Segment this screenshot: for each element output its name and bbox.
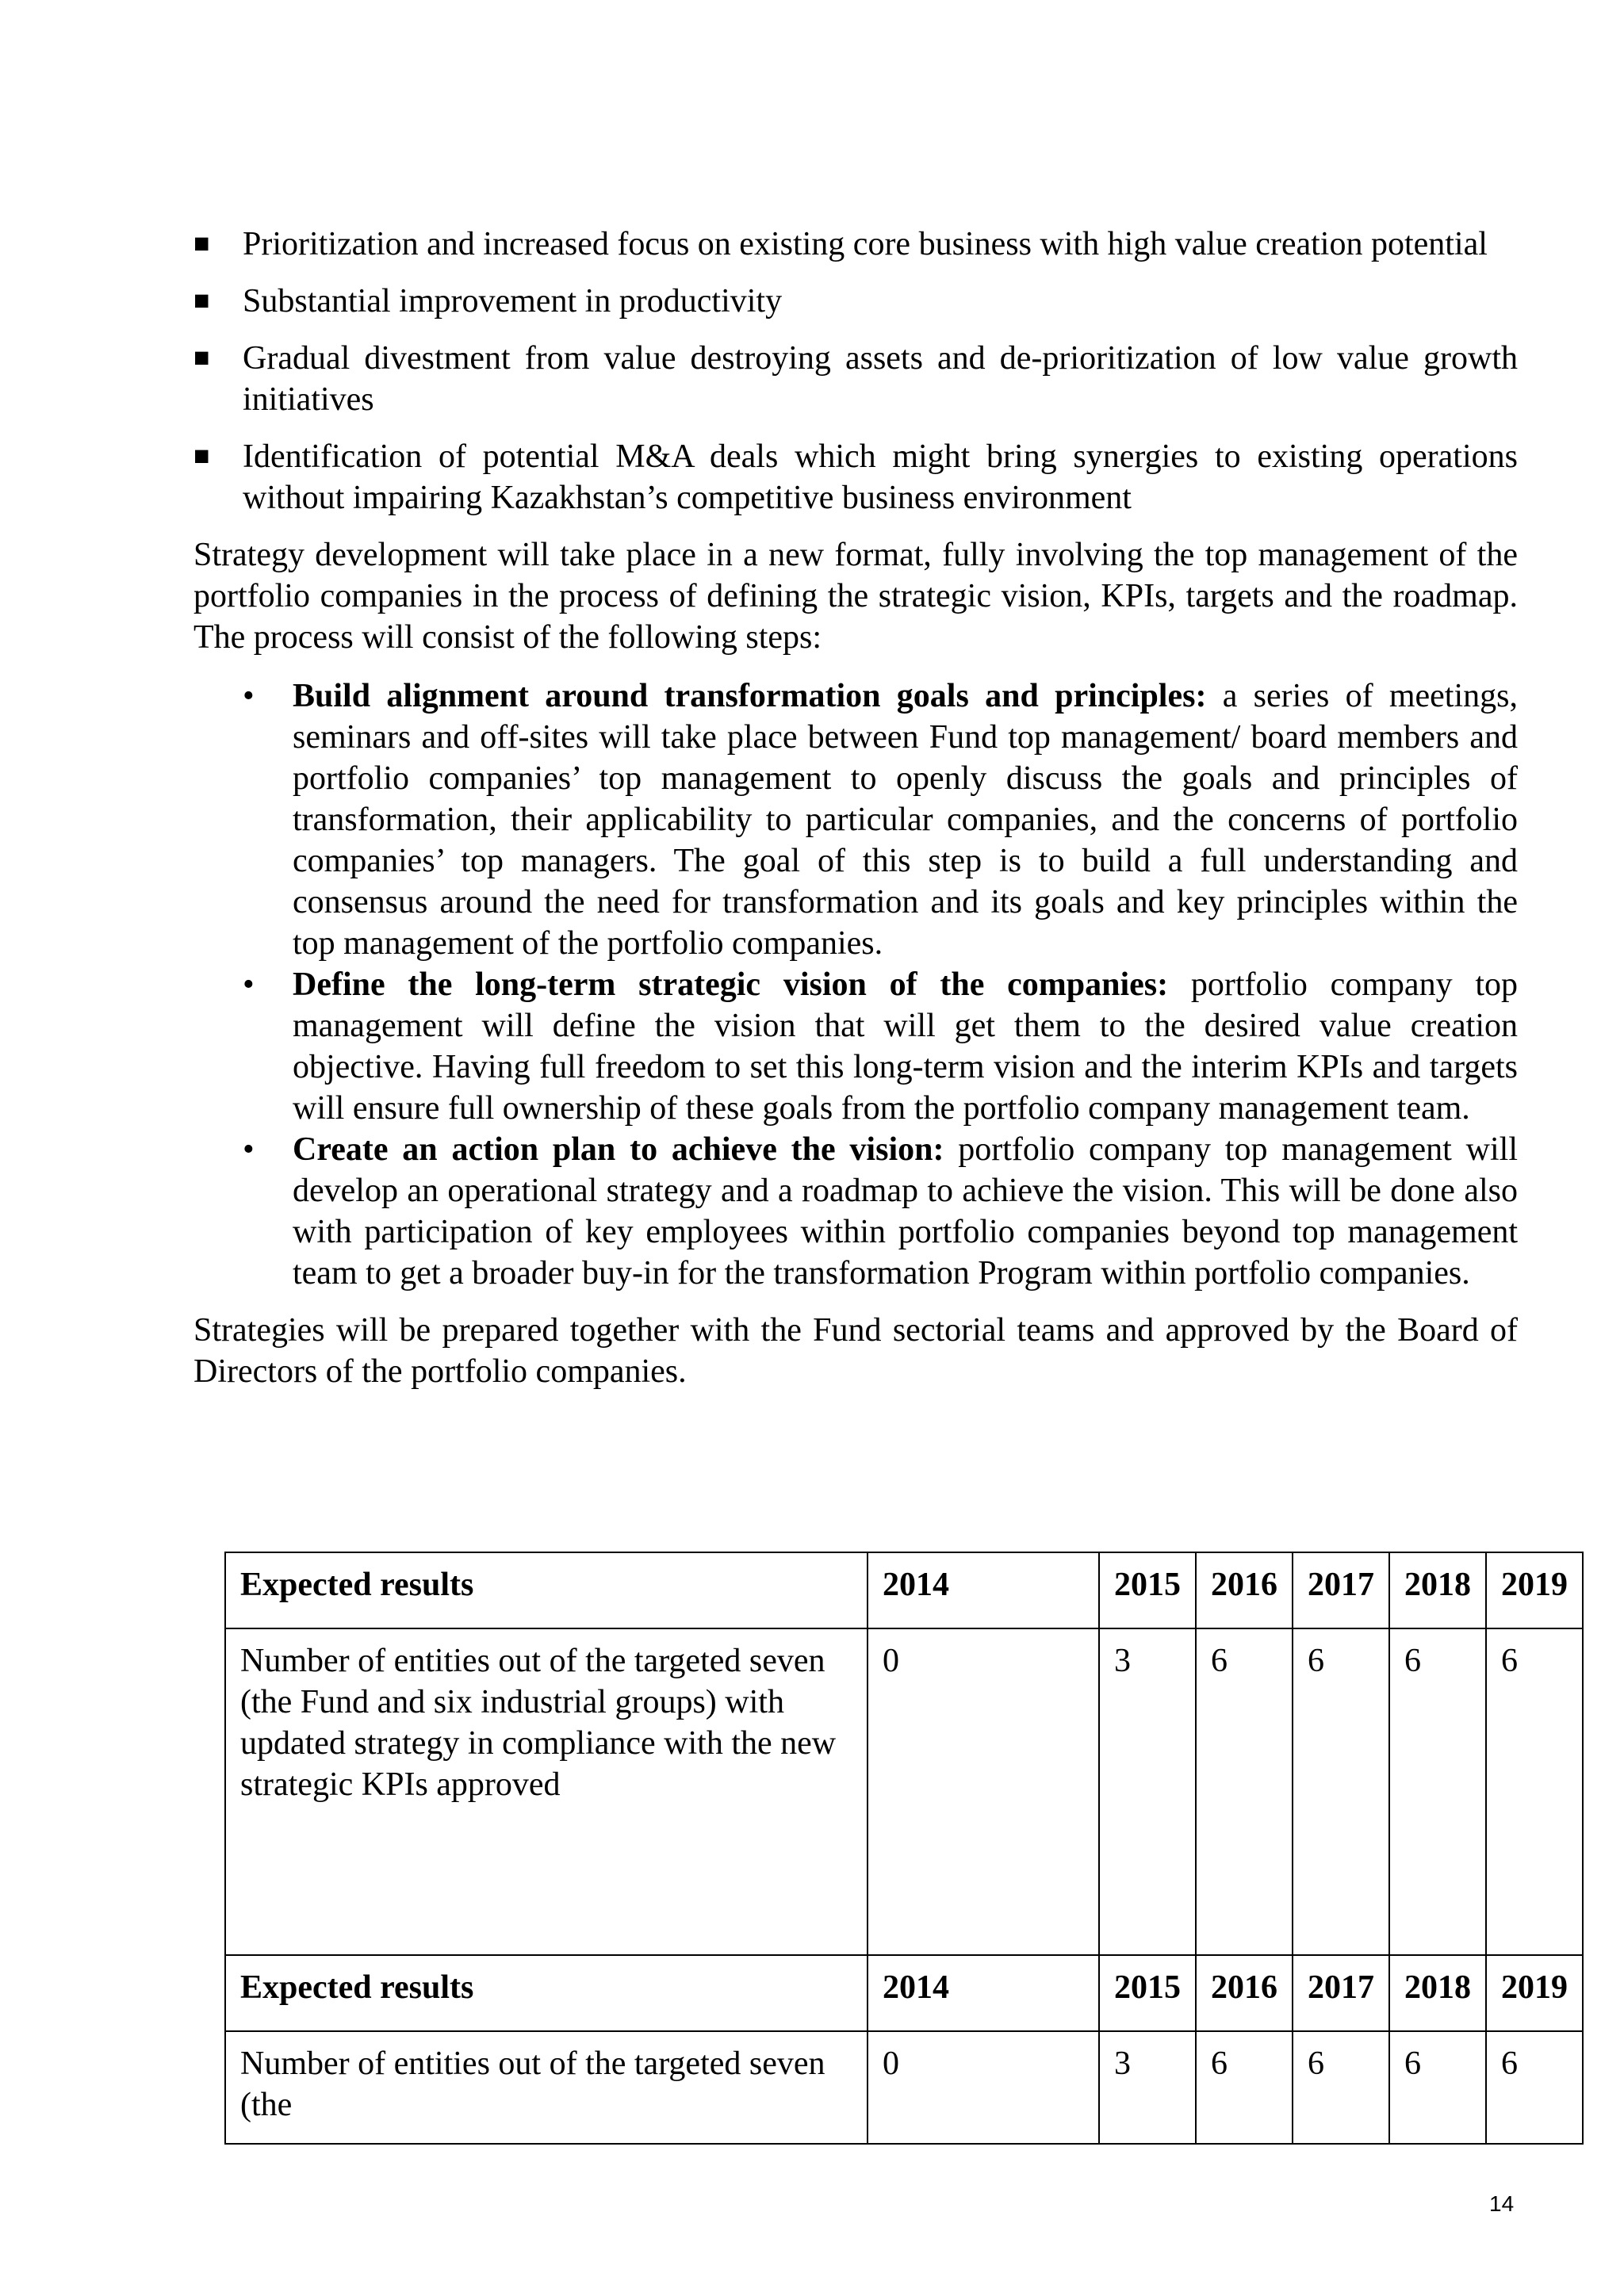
priority-bullet-text: Identification of potential M&A deals which might bring synergies to existing operations without impairing Kazakhstan’s competitive business environment <box>243 438 1518 516</box>
square-bullet-icon: ■ <box>193 343 210 373</box>
table-cell: 3 <box>1099 1628 1196 1955</box>
table-header-cell: 2014 <box>868 1552 1099 1628</box>
table-cell: 6 <box>1293 2031 1389 2144</box>
table-header-row <box>225 1552 1583 1628</box>
dot-bullet-icon: • <box>243 678 255 714</box>
table-cell: Number of entities out of the targeted seven (the Fund and six industrial groups) with updated strategy in compliance with the new strategic KPIs approved <box>225 1628 868 1955</box>
table-row <box>225 1628 1583 1955</box>
table-header-cell: 2016 <box>1196 1955 1293 2031</box>
table-cell: 6 <box>1389 1628 1486 1955</box>
table-header-cell: Expected results <box>225 1552 868 1628</box>
table-header-cell: 2018 <box>1389 1955 1486 2031</box>
process-step-text: portfolio company top management will develop an operational strategy and a roadmap to achieve the vision. This will be done also with participation of key employees within portfolio companies beyond top management team to get a broader buy-in for the transformation Program within portfolio companies. <box>293 1131 1518 1292</box>
table-header-cell: 2016 <box>1196 1552 1293 1628</box>
table-cell: 6 <box>1389 2031 1486 2144</box>
priority-bullet-text: Substantial improvement in productivity <box>243 283 783 320</box>
table-header-row <box>225 1955 1583 2031</box>
table-header-cell: 2018 <box>1389 1552 1486 1628</box>
closing-paragraph: Strategies will be prepared together with the Fund sectorial teams and approved by the Board of Directors of the portfolio companies. <box>193 1312 1518 1390</box>
page-number: 14 <box>1489 2191 1515 2216</box>
table-cell: 6 <box>1196 1628 1293 1955</box>
expected-results-table <box>224 1552 1584 2145</box>
table-header-cell: 2015 <box>1099 1552 1196 1628</box>
page-content <box>193 224 1518 1408</box>
square-bullet-icon: ■ <box>193 286 210 316</box>
square-bullet-icon: ■ <box>193 229 210 258</box>
process-step-title: Define the long-term strategic vision of the companies: <box>293 966 1169 1003</box>
table-cell: 6 <box>1293 1628 1389 1955</box>
priority-bullet-item <box>193 436 1518 519</box>
process-step-title: Create an action plan to achieve the vision: <box>293 1131 944 1168</box>
priority-bullet-list <box>193 224 1518 519</box>
priority-bullet-item <box>193 224 1518 265</box>
table-cell: 0 <box>868 2031 1099 2144</box>
priority-bullet-item <box>193 281 1518 322</box>
table-cell: 6 <box>1486 2031 1583 2144</box>
table-cell: 0 <box>868 1628 1099 1955</box>
table-row <box>225 2031 1583 2144</box>
priority-bullet-text: Gradual divestment from value destroying assets and de-prioritization of low value growth initiatives <box>243 340 1518 418</box>
table-header-cell: 2017 <box>1293 1955 1389 2031</box>
dot-bullet-icon: • <box>243 1131 255 1168</box>
table-header-cell: Expected results <box>225 1955 868 2031</box>
process-step-text: a series of meetings, seminars and off-sites will take place between Fund top management/ board members and portfolio companies’ top management to openly discuss the goals and principles of transformation, their applicability to particular companies, and the concerns of portfolio companies’ top managers. The goal of this step is to build a full understanding and consensus around the need for transformation and its goals and key principles within the top management of the portfolio companies. <box>293 678 1518 962</box>
priority-bullet-item <box>193 338 1518 420</box>
process-step-text: portfolio company top management will define the vision that will get them to the desired value creation objective. Having full freedom to set this long-term vision and the interim KPIs and targets will ensure full ownership of these goals from the portfolio company management team. <box>293 966 1519 1127</box>
table-header-cell: 2014 <box>868 1955 1099 2031</box>
process-step-item <box>193 675 1518 964</box>
process-step-item <box>193 964 1518 1129</box>
table-cell: 6 <box>1196 2031 1293 2144</box>
intro-paragraph: Strategy development will take place in a new format, fully involving the top management of the portfolio companies in the process of defining the strategic vision, KPIs, targets and the roadmap. The process will consist of the following steps: <box>193 537 1518 656</box>
table-header-cell: 2019 <box>1486 1955 1583 2031</box>
priority-bullet-text: Prioritization and increased focus on existing core business with high value creation potential <box>243 226 1488 262</box>
process-steps-list <box>193 675 1518 1294</box>
process-step-item <box>193 1129 1518 1294</box>
table-cell: 6 <box>1486 1628 1583 1955</box>
square-bullet-icon: ■ <box>193 442 210 471</box>
dot-bullet-icon: • <box>243 966 255 1003</box>
table-header-cell: 2015 <box>1099 1955 1196 2031</box>
process-step-title: Build alignment around transformation goals and principles: <box>293 678 1207 714</box>
table-header-cell: 2017 <box>1293 1552 1389 1628</box>
table-cell: Number of entities out of the targeted seven (the <box>225 2031 868 2144</box>
table-cell: 3 <box>1099 2031 1196 2144</box>
table-header-cell: 2019 <box>1486 1552 1583 1628</box>
